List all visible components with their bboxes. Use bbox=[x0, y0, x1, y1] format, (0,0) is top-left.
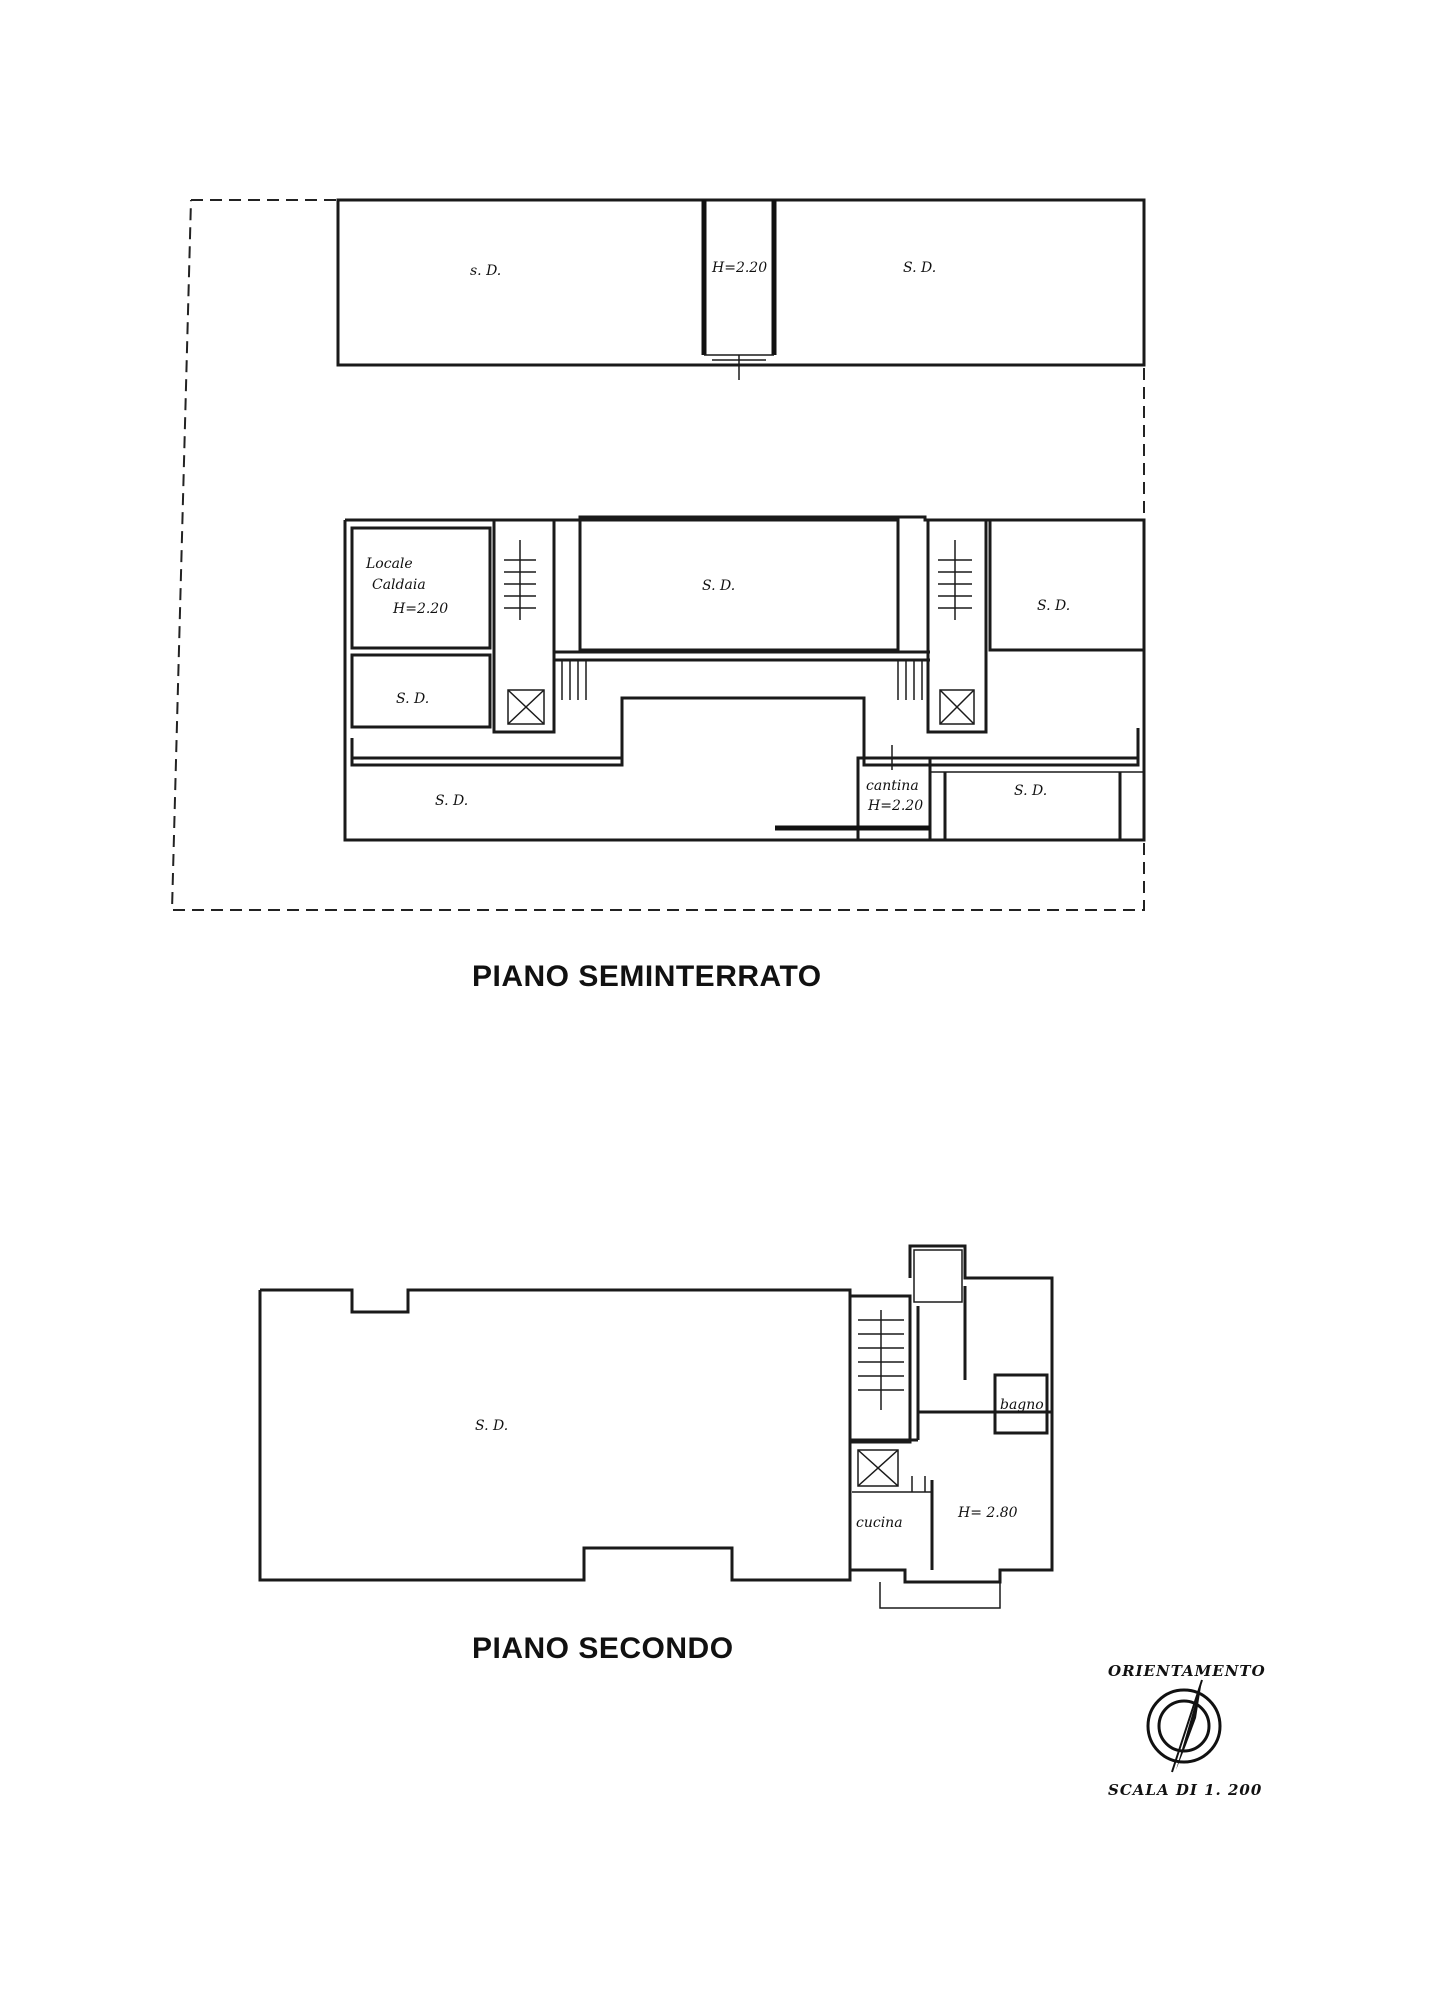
room-label: Locale bbox=[366, 556, 413, 572]
room-label: S. D. bbox=[396, 691, 430, 707]
room-sd-right bbox=[990, 520, 1144, 650]
room-label: S. D. bbox=[475, 1418, 509, 1434]
balcony-top bbox=[914, 1250, 962, 1302]
height-label: H=2.20 bbox=[393, 601, 449, 617]
second-floor-plan bbox=[260, 1246, 1052, 1608]
room-label: S. D. bbox=[1037, 598, 1071, 614]
room-label: S. D. bbox=[903, 260, 937, 276]
balcony-bottom bbox=[880, 1582, 1000, 1608]
room-label: bagno bbox=[1000, 1397, 1044, 1413]
room-sd-central bbox=[580, 520, 898, 650]
scale-label: SCALA DI 1. 200 bbox=[1108, 1781, 1263, 1799]
second-floor-title: PIANO SECONDO bbox=[472, 1632, 734, 1665]
room-label: cucina bbox=[856, 1515, 903, 1531]
height-label: H= 2.80 bbox=[958, 1505, 1018, 1521]
orientation-legend bbox=[1108, 1662, 1266, 1799]
corridor-steps-left bbox=[562, 660, 586, 700]
room-label: S. D. bbox=[702, 578, 736, 594]
stair-core-right bbox=[928, 520, 986, 732]
room-label: Caldaia bbox=[372, 577, 426, 593]
room-label: S. D. bbox=[1014, 783, 1048, 799]
stair-core bbox=[850, 1296, 910, 1442]
stair-treads-right bbox=[938, 540, 972, 620]
room-label: s. D. bbox=[470, 263, 502, 279]
stair-treads-left bbox=[504, 540, 536, 620]
basement-top-block bbox=[338, 200, 1144, 365]
stair-core-left bbox=[494, 520, 554, 732]
basement-plan bbox=[172, 200, 1144, 910]
site-boundary bbox=[172, 200, 1144, 910]
stair-treads bbox=[858, 1310, 904, 1410]
height-label: H=2.20 bbox=[712, 260, 768, 276]
room-label: cantina bbox=[866, 778, 919, 794]
second-floor-outline bbox=[260, 1290, 850, 1580]
basement-title: PIANO SEMINTERRATO bbox=[472, 960, 822, 993]
room-label: S. D. bbox=[435, 793, 469, 809]
lower-band-wall bbox=[352, 698, 1138, 765]
height-label: H=2.20 bbox=[868, 798, 924, 814]
corridor-steps-right bbox=[898, 660, 922, 700]
orientation-label: ORIENTAMENTO bbox=[1108, 1662, 1266, 1680]
